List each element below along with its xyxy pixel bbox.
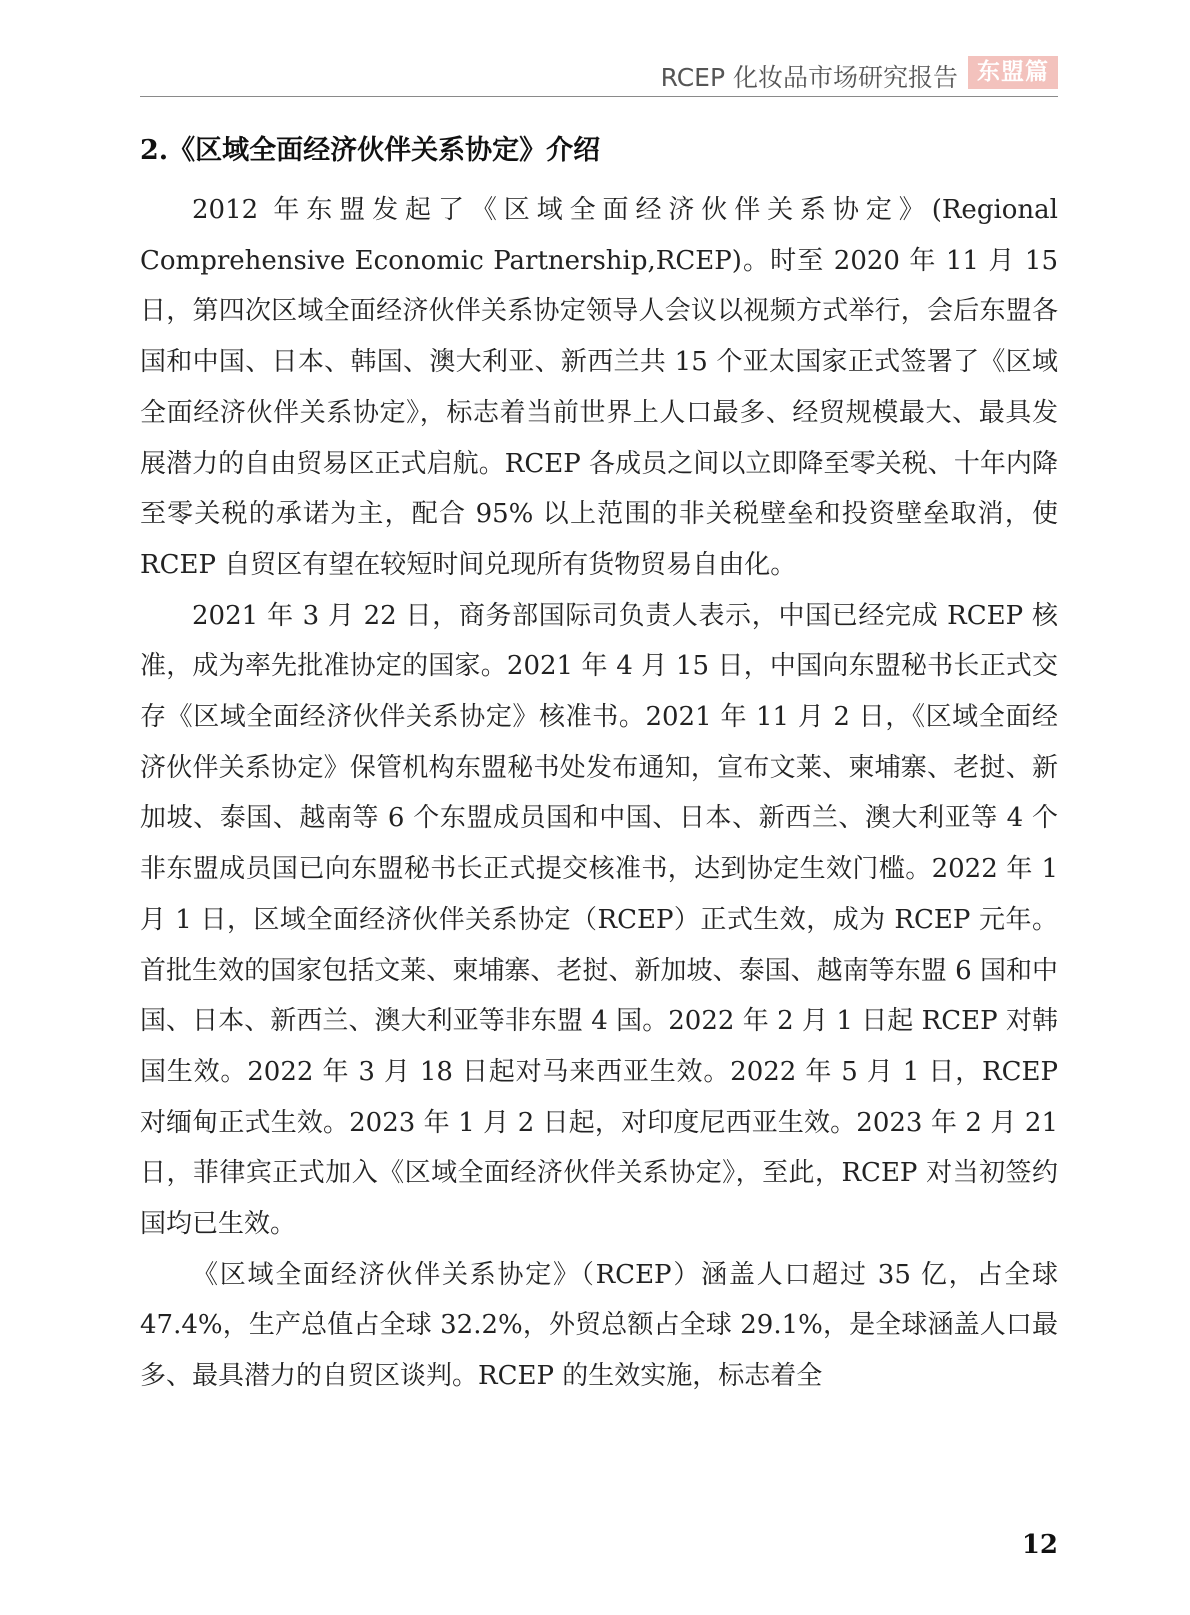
header-title: RCEP 化妆品市场研究报告 xyxy=(660,63,958,92)
paragraph-rcep-scale: 《区域全面经济伙伴关系协定》（RCEP）涵盖人口超过 35 亿，占全球 47.4%，生产总值占全球 32.2%，外贸总额占全球 29.1%，是全球涵盖人口最多、最具潜力的自贸区谈判。RCEP 的生效实施，标志着全 xyxy=(140,1259,1058,1392)
running-header xyxy=(140,52,1058,97)
header-badge: 东盟篇 xyxy=(968,56,1058,89)
paragraph-rcep-intro: 2012 年东盟发起了《区域全面经济伙伴关系协定》(Regional Comprehensive Economic Partnership,RCEP)。时至 2020 年 11 月 15 日，第四次区域全面经济伙伴关系协定领导人会议以视频方式举行，会后东盟各国和中国、日本、韩国、澳大利亚、新西兰共 15 个亚太国家正式签署了《区域全面经济伙伴关系协定》，标志着当前世界上人口最多、经贸规模最大、最具发展潜力的自由贸易区正式启航。RCEP 各成员之间以立即降至零关税、十年内降至零关税的承诺为主，配合 95% 以上范围的非关税壁垒和投资壁垒取消，使 RCEP 自贸区有望在较短时间兑现所有货物贸易自由化。 xyxy=(140,195,1058,580)
paragraph-rcep-timeline: 2021 年 3 月 22 日，商务部国际司负责人表示，中国已经完成 RCEP 核准，成为率先批准协定的国家。2021 年 4 月 15 日，中国向东盟秘书长正式交存《区域全面经济伙伴关系协定》核准书。2021 年 11 月 2 日，《区域全面经济伙伴关系协定》保管机构东盟秘书处发布通知，宣布文莱、柬埔寨、老挝、新加坡、泰国、越南等 6 个东盟成员国和中国、日本、新西兰、澳大利亚等 4 个非东盟成员国已向东盟秘书长正式提交核准书，达到协定生效门槛。2022 年 1 月 1 日，区域全面经济伙伴关系协定（RCEP）正式生效，成为 RCEP 元年。首批生效的国家包括文莱、柬埔寨、老挝、新加坡、泰国、越南等东盟 6 国和中国、日本、新西兰、澳大利亚等非东盟 4 国。2022 年 2 月 1 日起 RCEP 对韩国生效。2022 年 3 月 18 日起对马来西亚生效。2022 年 5 月 1 日，RCEP 对缅甸正式生效。2023 年 1 月 2 日起，对印度尼西亚生效。2023 年 2 月 21 日，菲律宾正式加入《区域全面经济伙伴关系协定》，至此，RCEP 对当初签约国均已生效。 xyxy=(140,600,1058,1240)
page-number: 12 xyxy=(1021,1530,1058,1560)
section-heading: 2.《区域全面经济伙伴关系协定》介绍 xyxy=(140,135,601,166)
body-text xyxy=(140,185,1058,1402)
